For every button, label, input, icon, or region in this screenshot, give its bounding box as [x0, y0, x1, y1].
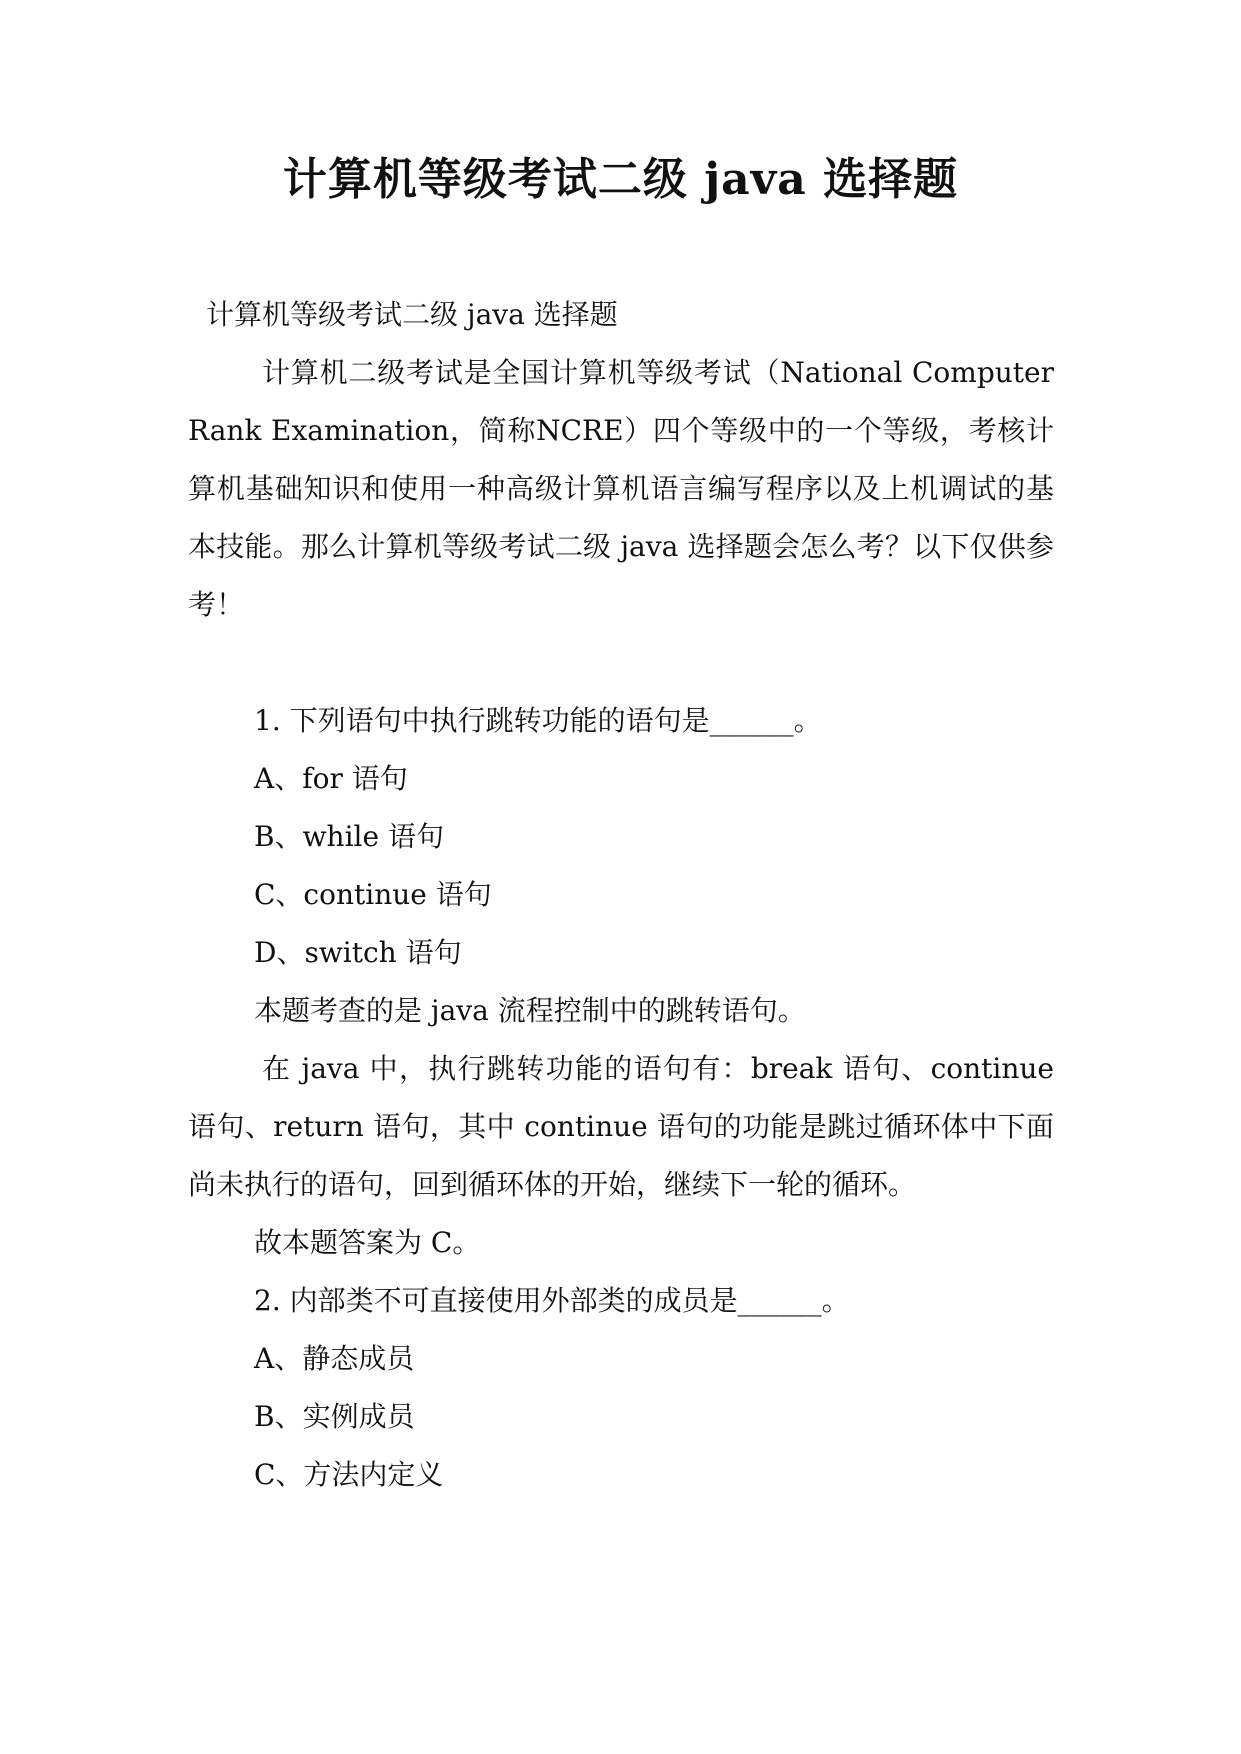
q2-option-a: A、静态成员 [254, 1342, 415, 1375]
q1-answer: 故本题答案为 C。 [254, 1226, 481, 1259]
q2-option-c: C、方法内定义 [254, 1458, 444, 1491]
document-title: 计算机等级考试二级 java 选择题 [282, 154, 959, 205]
q1-option-d: D、switch 语句 [254, 936, 462, 969]
paragraph-gap [188, 634, 1054, 692]
q1-option-b: B、while 语句 [254, 820, 444, 853]
q1-explanation-2: 在 java 中，执行跳转功能的语句有：break 语句、continue 语句、return 语句，其中 continue 语句的功能是跳过循环体中下面尚未执行的语句，回到循环体的开始，继续下一轮的循环。 [188, 1052, 1054, 1201]
subtitle: 计算机等级考试二级 java 选择题 [206, 298, 618, 331]
document-body [188, 286, 1054, 1504]
intro-paragraph: 计算机二级考试是全国计算机等级考试（National Computer Rank Examination，简称NCRE）四个等级中的一个等级，考核计算机基础知识和使用一种高级计算机语言编写程序以及上机调试的基本技能。那么计算机等级考试二级 java 选择题会怎么考？以下仅供参考！ [188, 356, 1054, 621]
question-2: 2. 内部类不可直接使用外部类的成员是______。 [254, 1284, 850, 1317]
q1-option-a: A、for 语句 [254, 762, 408, 795]
q1-explanation-1: 本题考查的是 java 流程控制中的跳转语句。 [254, 994, 806, 1027]
question-1: 1. 下列语句中执行跳转功能的语句是______。 [254, 704, 822, 737]
q2-option-b: B、实例成员 [254, 1400, 415, 1433]
q1-option-c: C、continue 语句 [254, 878, 492, 911]
